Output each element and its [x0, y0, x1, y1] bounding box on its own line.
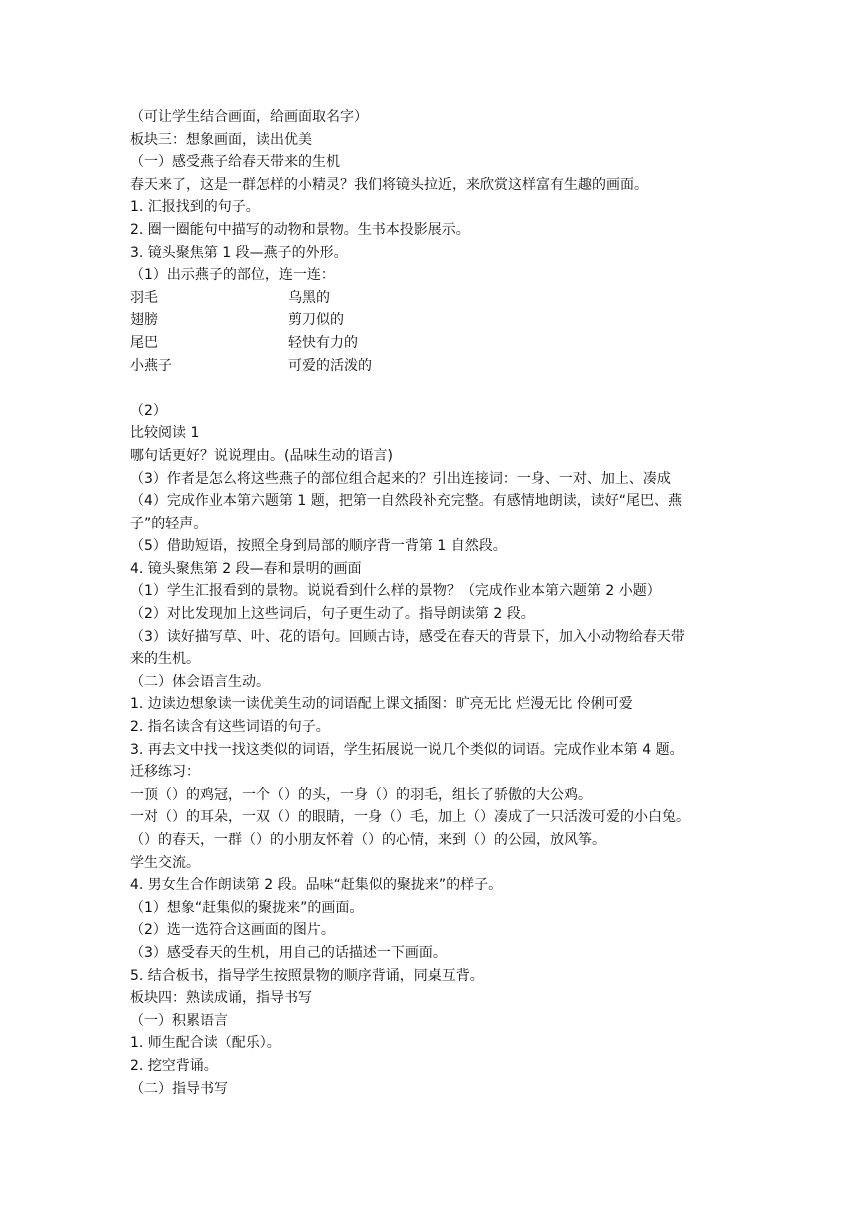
list-item: 2. 挖空背诵。: [130, 1057, 218, 1074]
list-item: （1）学生汇报看到的景物。说说看到什么样的景物？（完成作业本第六题第 2 小题）: [130, 583, 661, 600]
list-item: （3）读好描写草、叶、花的语句。回顾古诗，感受在春天的背景下，加入小动物给春天带: [130, 628, 685, 645]
list-item: 5. 结合板书，指导学生按照景物的顺序背诵，同桌互背。: [130, 967, 484, 984]
exercise-line: 一顶（）的鸡冠，一个（）的头，一身（）的羽毛，组长了骄傲的大公鸡。: [130, 786, 592, 803]
document-body: [130, 106, 745, 1100]
matching-left: 小燕子: [130, 357, 172, 374]
list-item: 1. 师生配合读（配乐）。: [130, 1035, 281, 1052]
text-line: 来的生机。: [130, 651, 200, 668]
exercise-line: （）的春天，一群（）的小朋友怀着（）的心情，来到（）的公园，放风筝。: [130, 832, 606, 848]
section-heading: 板块四：熟读成诵，指导书写: [130, 990, 312, 1007]
matching-left: 翅膀: [130, 312, 158, 329]
list-item: 2. 指名读含有这些词语的句子。: [130, 719, 330, 736]
matching-right: 可爱的活泼的: [288, 357, 372, 374]
section-heading: 板块三：想象画面，读出优美: [130, 131, 312, 148]
list-item: （2）: [130, 402, 167, 419]
list-item: 1. 汇报找到的句子。: [130, 199, 260, 216]
text-line: 比较阅读 1: [130, 425, 200, 442]
list-item: （4）完成作业本第六题第 1 题，把第一自然段补充完整。有感情地朗读，读好“尾巴、燕: [130, 493, 682, 510]
list-item: 4. 镜头聚焦第 2 段—春和景明的画面: [130, 560, 362, 577]
subsection-heading: （一）感受燕子给春天带来的生机: [130, 154, 340, 171]
list-item: （2）选一选符合这画面的图片。: [130, 922, 335, 939]
list-item: 2. 圈一圈能句中描写的动物和景物。生书本投影展示。: [130, 221, 470, 238]
matching-left: 尾巴: [130, 334, 158, 351]
subsection-heading: （一）积累语言: [130, 1012, 228, 1029]
text-line: 迁移练习：: [130, 764, 200, 781]
list-item: （5）借助短语，按照全身到局部的顺序背一背第 1 自然段。: [130, 538, 507, 555]
matching-right: 轻快有力的: [288, 334, 358, 351]
matching-row: [130, 309, 745, 332]
matching-row: [130, 355, 745, 378]
matching-left: 羽毛: [130, 289, 158, 306]
subsection-heading: （二）指导书写: [130, 1080, 228, 1097]
matching-right: 乌黑的: [288, 289, 330, 306]
matching-row: [130, 332, 745, 355]
matching-right: 剪刀似的: [288, 312, 344, 329]
list-item: （1）出示燕子的部位，连一连：: [130, 267, 335, 284]
text-line: 子”的轻声。: [130, 515, 208, 532]
blank-line: [130, 377, 745, 400]
list-item: 1. 边读边想象读一读优美生动的词语配上课文插图：旷亮无比 烂漫无比 伶俐可爱: [130, 696, 633, 713]
text-line: 哪句话更好？说说理由。(品味生动的语言): [130, 447, 393, 464]
text-line: 春天来了，这是一群怎样的小精灵？我们将镜头拉近，来欣赏这样富有生趣的画面。: [130, 176, 648, 193]
list-item: 3. 再去文中找一找这类似的词语，学生拓展说一说几个类似的词语。完成作业本第 4 题。: [130, 741, 684, 758]
list-item: （2）对比发现加上这些词后，句子更生动了。指导朗读第 2 段。: [130, 606, 535, 623]
matching-row: [130, 287, 745, 310]
text-line: 学生交流。: [130, 854, 200, 871]
text-line: （可让学生结合画面，给画面取名字）: [130, 109, 368, 125]
exercise-line: 一对（）的耳朵，一双（）的眼睛，一身（）毛，加上（）凑成了一只活泼可爱的小白兔。: [130, 809, 690, 826]
list-item: （1）想象“赶集似的聚拢来”的画面。: [130, 899, 364, 916]
list-item: （3）作者是怎么将这些燕子的部位组合起来的？引出连接词：一身、一对、加上、凑成: [130, 470, 671, 487]
list-item: 4. 男女生合作朗读第 2 段。品味“赶集似的聚拢来”的样子。: [130, 877, 503, 894]
list-item: （3）感受春天的生机，用自己的话描述一下画面。: [130, 944, 447, 961]
list-item: 3. 镜头聚焦第 1 段—燕子的外形。: [130, 244, 348, 261]
subsection-heading: （二）体会语言生动。: [130, 673, 270, 690]
